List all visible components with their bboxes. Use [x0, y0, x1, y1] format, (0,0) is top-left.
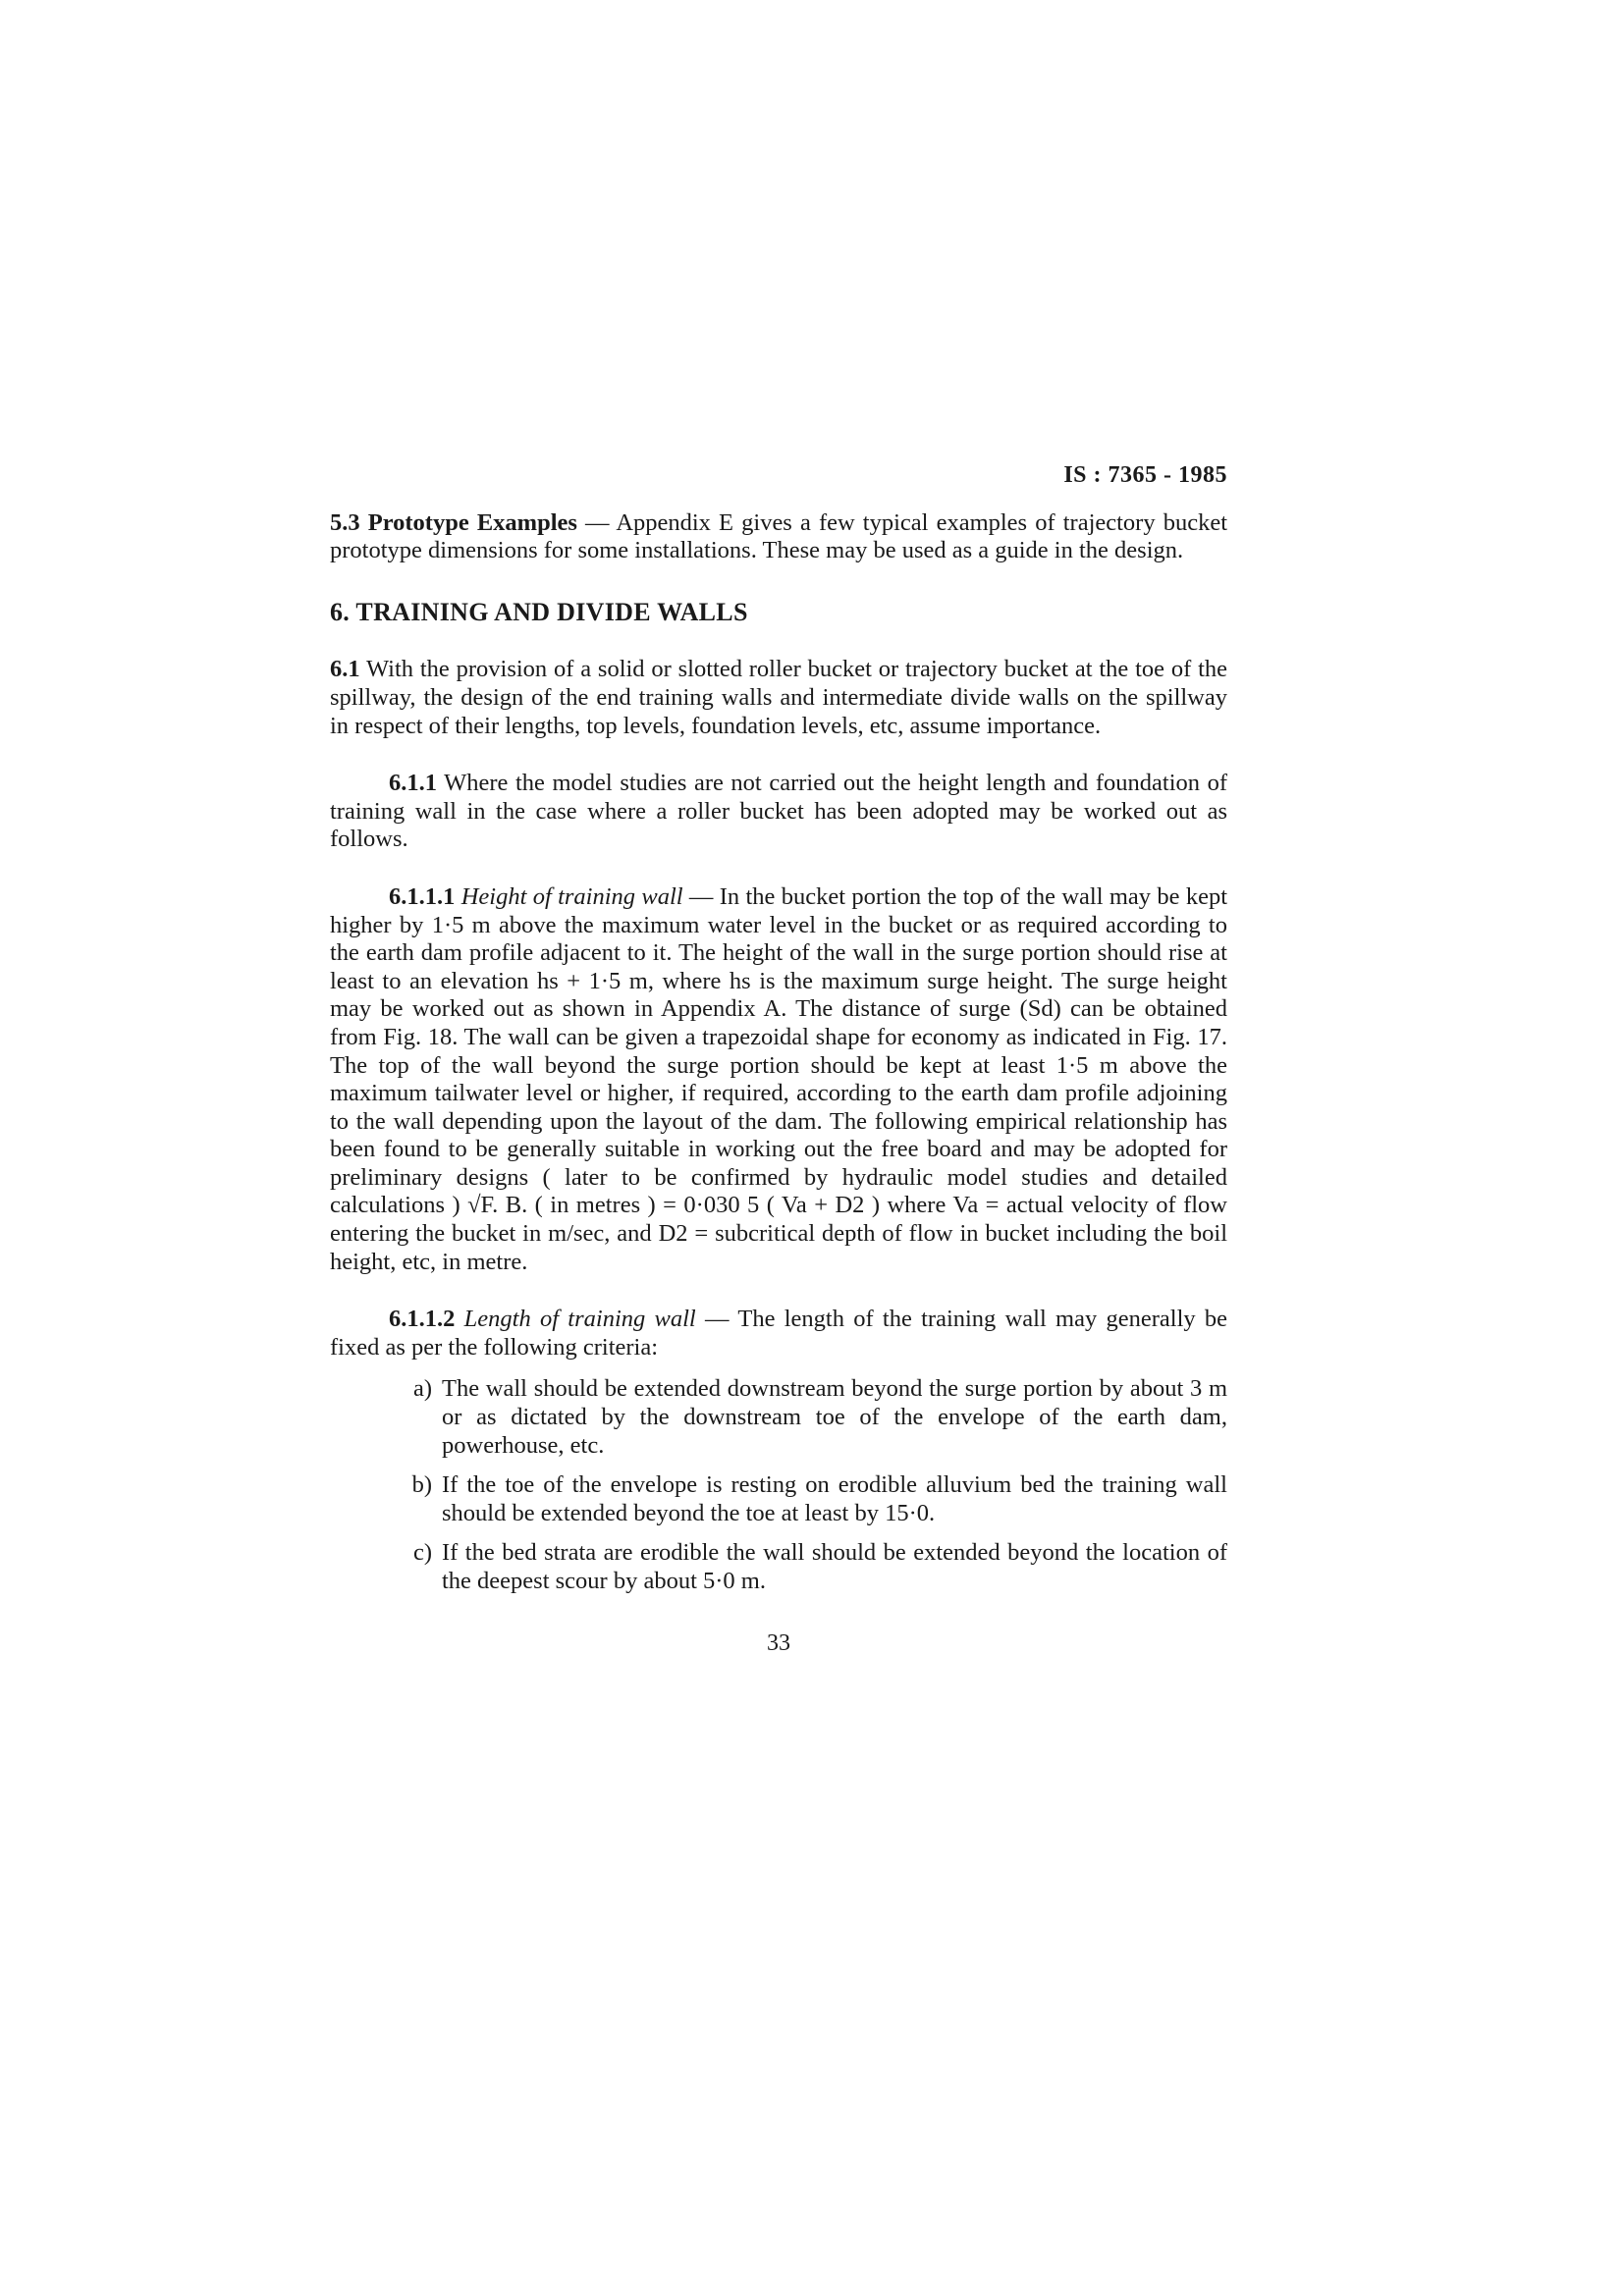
criteria-list: [330, 1375, 1227, 1595]
list-item-text: If the toe of the envelope is resting on erodible alluvium bed the training wall should be extended beyond the toe at least by 15·0.: [442, 1471, 1227, 1526]
section-6-1-1: [330, 770, 1227, 854]
section-number: 6.1.1.2: [389, 1306, 456, 1333]
section-title: Height of training wall: [460, 882, 683, 910]
list-item: [330, 1471, 1227, 1527]
section-body: The length of the training wall may generally be fixed as per the following criteria:: [330, 1306, 1228, 1361]
list-item-label: a): [412, 1375, 432, 1403]
section-body: With the provision of a solid or slotted roller bucket or trajectory bucket at the toe of the spillway, the design of the end training walls and intermediate divide walls on the spillway in respect of their lengths, top levels, foundation levels, etc, assume importance.: [330, 656, 1228, 739]
list-item-label: b): [411, 1471, 432, 1499]
section-6-1: [330, 656, 1227, 740]
list-item-label: c): [412, 1539, 432, 1567]
list-item-text: The wall should be extended downstream beyond the surge portion by about 3 m or as dictated by the downstream toe of the envelope of the earth dam, powerhouse, etc.: [442, 1375, 1227, 1459]
section-number: 6.1.1: [389, 770, 437, 797]
section-body: In the bucket portion the top of the wall may be kept higher by 1·5 m above the maximum water level in the bucket or as required according to the earth dam profile adjacent to it. The height of the wall in the surge portion should rise at least to an elevation hs + 1·5 m, where hs is the maximum surge height. The surge height may be worked out as shown in Appendix A. The distance of surge (Sd) can be obtained from Fig. 18. The wall can be given a trapezoidal shape for economy as indicated in Fig. 17. The top of the wall beyond the surge portion should be kept at least 1·5 m above the maximum tailwater level or higher, if required, according to the earth dam profile adjoining to the wall depending upon the layout of the dam. The following empirical relationship has been found to be generally suitable in working out the free board and may be adopted for preliminary designs ( later to be confirmed by hydraulic model studies and detailed calculations ) √F. B. ( in metres ) = 0·030 5 ( Va + D2 ) where Va = actual velocity of flow entering the bucket in m/sec, and D2 = subcritical depth of flow in bucket including the boil height, etc, in metre.: [330, 882, 1228, 1275]
section-number: 5.3: [330, 508, 360, 536]
list-item: [330, 1539, 1227, 1595]
em-dash: —: [695, 1306, 738, 1333]
list-item-text: If the bed strata are erodible the wall should be extended beyond the location of the deepest scour by about 5·0 m.: [442, 1539, 1227, 1594]
section-5-3: [330, 509, 1227, 565]
section-6-1-1-2: [330, 1306, 1227, 1362]
section-6-1-1-1: [330, 883, 1227, 1276]
page-number: 33: [767, 1629, 790, 1656]
em-dash: —: [576, 508, 617, 536]
section-title: Length of training wall: [463, 1306, 696, 1333]
section-body: Where the model studies are not carried out the height length and foundation of training wall in the case where a roller bucket has been adopted may be worked out as follows.: [330, 770, 1227, 853]
section-body: Appendix E gives a few typical examples of trajectory bucket prototype dimensions for some installations. These may be used as a guide in the design.: [330, 508, 1228, 564]
heading-training-and-divide-walls: 6. TRAINING AND DIVIDE WALLS: [330, 597, 748, 626]
standard-number: IS : 7365 - 1985: [1063, 462, 1227, 488]
document-page: [330, 461, 1227, 1657]
list-item: [330, 1375, 1227, 1460]
em-dash: —: [682, 882, 720, 910]
section-number: 6.1: [330, 656, 360, 683]
section-title: Prototype Examples: [367, 508, 577, 536]
section-number: 6.1.1.1: [389, 882, 456, 910]
